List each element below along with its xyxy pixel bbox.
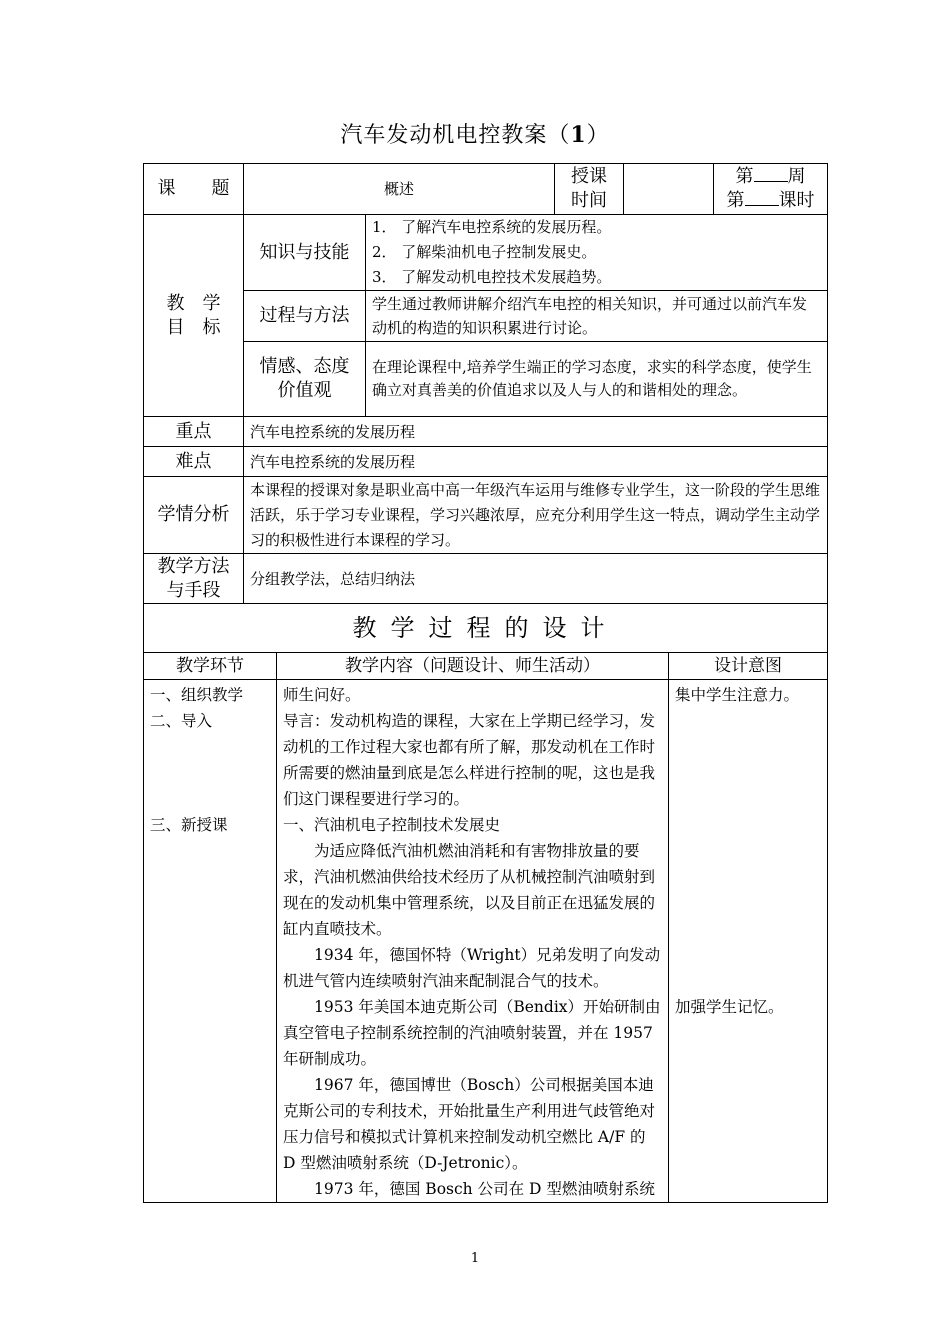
section-heading: 一、汽油机电子控制技术发展史: [283, 816, 501, 834]
intro: 导言：发动机构造的课程，大家在上学期已经学习，发动机的工作过程大家也都有所了解，那发动机在工作时所需要的燃油量到底是怎么样进行控制的呢，这也是我们这门课程要进行学习的。: [283, 712, 656, 808]
time-value: [624, 164, 714, 215]
column-header: 教学内容（问题设计、师生活动）: [277, 653, 669, 680]
list-item: 3． 了解发动机电控技术发展趋势。: [372, 268, 612, 286]
topic-label: 课 题: [144, 164, 244, 215]
content-column: [277, 680, 669, 1203]
page-number: 1: [470, 1251, 480, 1266]
process-label: 过程与方法: [244, 291, 366, 342]
attitude-text: 在理论课程中,培养学生端正的学习态度，求实的科学态度，使学生确立对真善美的价值追求以及人与人的和谐相处的理念。: [366, 342, 828, 417]
lesson-info-table: [143, 163, 828, 604]
paragraph: 1934 年，德国怀特（Wright）兄弟发明了向发动机进气管内连续喷射汽油来配制混合气的技术。: [283, 946, 661, 990]
intent: 加强学生记忆。: [675, 998, 784, 1016]
intent-column: [669, 680, 828, 1203]
intent: 集中学生注意力。: [675, 686, 800, 704]
stage: 三、新授课: [150, 816, 228, 834]
week-hour: 第 周 第 课时: [714, 164, 828, 215]
teaching-process-table: [143, 603, 828, 1203]
method: 分组教学法，总结归纳法: [244, 554, 828, 604]
design-title: 教学过程的设计: [144, 604, 828, 653]
key-point-label: 重点: [144, 417, 244, 447]
document-title: 汽车发动机电控教案（1）: [340, 122, 610, 148]
paragraph: 为适应降低汽油机燃油消耗和有害物排放量的要求，汽油机燃油供给技术经历了从机械控制汽油喷射到现在的发动机集中管理系统，以及目前正在迅猛发展的缸内直喷技术。: [283, 842, 656, 938]
paragraph: 1967 年，德国博世（Bosch）公司根据美国本迪克斯公司的专利技术，开始批量生产利用进气歧管绝对压力信号和模拟式计算机来控制发动机空燃比 A/F 的 D 型燃油喷射系统（D-Jetronic）。: [283, 1076, 656, 1172]
process-text: 学生通过教师讲解介绍汽车电控的相关知识，并可通过以前汽车发动机的构造的知识积累进行讨论。: [366, 291, 828, 342]
list-item: 1． 了解汽车电控系统的发展历程。: [372, 218, 612, 236]
student-analysis-label: 学情分析: [144, 477, 244, 554]
paragraph: 1973 年，德国 Bosch 公司在 D 型燃油喷射系统: [314, 1180, 655, 1198]
stage-column: [144, 680, 277, 1203]
column-header: 设计意图: [669, 653, 828, 680]
stage: 二、导入: [150, 712, 213, 730]
attitude-label: 情感、态度 价值观: [244, 342, 366, 417]
topic-value: 概述: [244, 164, 555, 215]
list-item: 2． 了解柴油机电子控制发展史。: [372, 243, 597, 261]
paragraph: 1953 年美国本迪克斯公司（Bendix）开始研制由真空管电子控制系统控制的汽油喷射装置，并在 1957 年研制成功。: [283, 998, 661, 1068]
key-point: 汽车电控系统的发展历程: [244, 417, 828, 447]
goals-label: 教 学 目 标: [144, 215, 244, 417]
knowledge-label: 知识与技能: [244, 215, 366, 291]
difficulty: 汽车电控系统的发展历程: [244, 447, 828, 477]
stage: 一、组织教学: [150, 686, 244, 704]
column-header: 教学环节: [144, 653, 277, 680]
greeting: 师生问好。: [283, 686, 361, 704]
time-label: 授课 时间: [555, 164, 624, 215]
method-label: 教学方法 与手段: [144, 554, 244, 604]
student-analysis: 本课程的授课对象是职业高中高一年级汽车运用与维修专业学生，这一阶段的学生思维活跃，乐于学习专业课程，学习兴趣浓厚，应充分利用学生这一特点，调动学生主动学习的积极性进行本课程的学习。: [244, 477, 828, 554]
knowledge-list: [366, 215, 828, 291]
difficulty-label: 难点: [144, 447, 244, 477]
